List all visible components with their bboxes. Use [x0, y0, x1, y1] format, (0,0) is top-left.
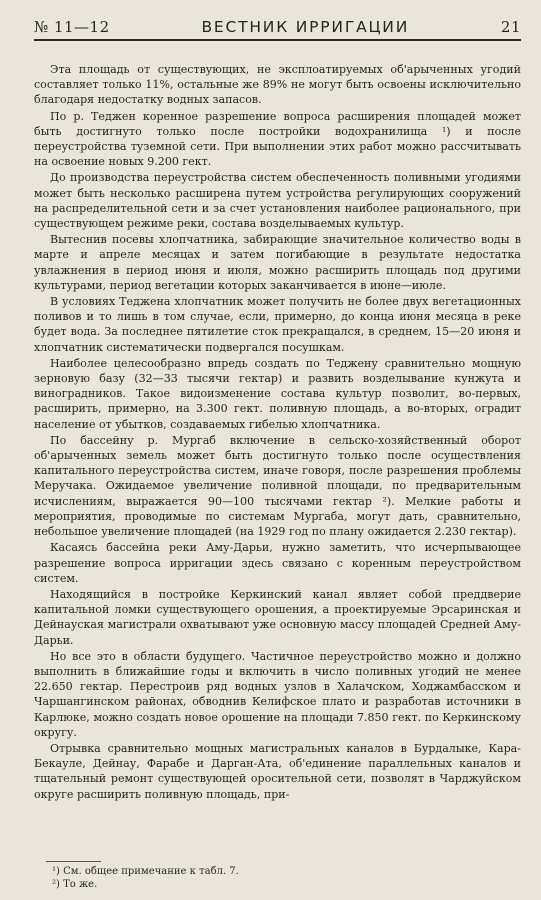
footnotes [52, 865, 239, 891]
issue-number: № 11—12 [34, 18, 110, 36]
footnote-divider [46, 861, 101, 862]
paragraph: Но все это в области будущего. Частичное переустройство можно и должно выполнить в ближайшие годы и включить в число поливных угодий не менее 22.650 гектар. Перестроив ряд водных узлов в Халачском, Ходжамбасском и Чаршангинском районах, обводнив Келифское плато и разработав источники в Карлюке, можно создать новое орошение на площади 7.850 гект. по Керкинскому округу. [34, 649, 521, 739]
paragraph: Эта площадь от существующих, не эксплоатируемых об'арыченных угодий составляет только 11%, остальные же 89% не могут быть освоены исключительно благодаря недостатку водных запасов. [34, 63, 521, 107]
paragraph: По р. Теджен коренное разрешение вопроса расширения площадей может быть достигнуто только после постройки водохранилища ¹) и после переустройства туземной сети. При выполнении этих работ можно рассчитывать на освоение новых 9.200 гект. [34, 109, 521, 169]
paragraph: Касаясь бассейна реки Аму-Дарьи, нужно заметить, что исчерпывающее разрешение вопроса ирригации здесь связано с коренным переустройством систем. [34, 541, 521, 585]
page-number: 21 [500, 18, 521, 36]
paragraph: В условиях Теджена хлопчатник может получить не более двух вегетационных поливов и то лишь в том случае, если, примерно, до конца июня месяца в реке будет вода. За последнее пятилетие сток прекращался, в среднем, 15—20 июня и хлопчатник систематически подвергался посушкам. [34, 295, 521, 354]
footnote: ¹) См. общее примечание к табл. 7. [52, 866, 239, 877]
paragraph: Отрывка сравнительно мощных магистральных каналов в Бурдалыке, Кара-Бекауле, Дейнау, Фарабе и Дарган-Ата, об'единение параллельных каналов и тщательный ремонт существующей оросительной сети, позволят в Чарджуйском округе расширить поливную площадь, при- [34, 741, 521, 801]
paragraph: Наиболее целесообразно впредь создать по Теджену сравнительно мощную зерновую базу (32—33 тысячи гектар) и развить возделывание кунжута и виноградников. Такое видоизменение состава культур позволит, во-первых, расширить, примерно, на 3.300 гект. поливную площадь, а во-вторых, оградит население от убытков, создаваемых гибелью хлопчатника. [34, 356, 521, 431]
page-header [34, 18, 521, 41]
paragraph: По бассейну р. Мургаб включение в сельско-хозяйственный оборот об'арыченных земель может быть достигнуто только после осуществления капитального переустройства систем, иначе говоря, после разрешения проблемы Меручака. Ожидаемое увеличение поливной площади, по предварительным исчислениям, выражается 90—100 тысячами гектар ²). Мелкие работы и мероприятия, проводимые по системам Мургаба, могут дать, сравнительно, небольшое увеличение площадей (на 1929 год по плану ожидается 2.230 гектар). [34, 433, 521, 539]
article-body [34, 62, 521, 802]
paragraph: До производства переустройства систем обеспеченность поливными угодиями может быть несколько расширена путем устройства регулирующих сооружений на распределительной сети и за счет установления наиболее рационального, при существующем режиме реки, состава возделываемых культур. [34, 171, 521, 231]
paragraph: Вытеснив посевы хлопчатника, забирающие значительное количество воды в марте и апреле месяцах и затем погибающие в результате недостатка увлажнения в период июня и июля, можно расширить площадь под другими культурами, период вегетации которых заканчивается в июне—июле. [34, 233, 521, 292]
journal-title: ВЕСТНИК ИРРИГАЦИИ [201, 18, 410, 36]
paragraph: Находящийся в постройке Керкинский канал являет собой преддверие капитальной ломки существующего орошения, а проектируемые Эрсаринская и Дейнауская магистрали охватывают уже основную массу площадей Средней Аму-Дарьи. [34, 587, 521, 647]
footnote: ²) То же. [52, 879, 98, 890]
